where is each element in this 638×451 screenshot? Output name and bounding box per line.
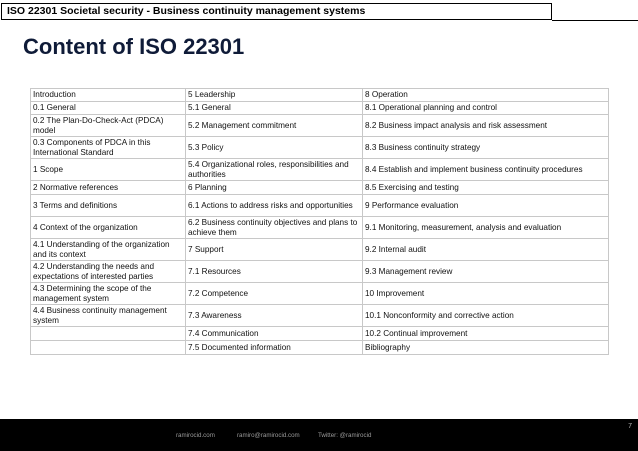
table-row: [31, 89, 609, 102]
table-cell: 1 Scope: [31, 159, 186, 181]
table-cell: 7.4 Communication: [186, 327, 363, 341]
table-cell: [31, 341, 186, 355]
table-cell: 10 Improvement: [363, 283, 609, 305]
table-cell: 6.1 Actions to address risks and opportunities: [186, 195, 363, 217]
table-cell: 0.1 General: [31, 102, 186, 115]
slide-title: Content of ISO 22301: [23, 34, 245, 59]
table-cell: 0.3 Components of PDCA in this International Standard: [31, 137, 186, 159]
footer-website: ramirocid.com: [176, 432, 215, 439]
table-cell: 8.1 Operational planning and control: [363, 102, 609, 115]
footer-twitter: Twitter: @ramirocid: [318, 432, 372, 439]
footer-bar: [0, 419, 638, 451]
table-cell: 7.1 Resources: [186, 261, 363, 283]
table-cell: 8 Operation: [363, 89, 609, 102]
table-cell: 10.1 Nonconformity and corrective action: [363, 305, 609, 327]
table-cell: 8.2 Business impact analysis and risk assessment: [363, 115, 609, 137]
table-cell: 5 Leadership: [186, 89, 363, 102]
table-cell: 4.2 Understanding the needs and expectations of interested parties: [31, 261, 186, 283]
header-bar: [1, 3, 552, 20]
table-cell: 7 Support: [186, 239, 363, 261]
table-cell: 2 Normative references: [31, 181, 186, 195]
table-cell: 6.2 Business continuity objectives and plans to achieve them: [186, 217, 363, 239]
table-cell: 9.2 Internal audit: [363, 239, 609, 261]
table-cell: 9 Performance evaluation: [363, 195, 609, 217]
table-cell: 3 Terms and definitions: [31, 195, 186, 217]
table-row: [31, 217, 609, 239]
table-row: [31, 102, 609, 115]
table-cell: 10.2 Continual improvement: [363, 327, 609, 341]
table-cell: 6 Planning: [186, 181, 363, 195]
table-cell: 5.3 Policy: [186, 137, 363, 159]
table-row: [31, 327, 609, 341]
table-row: [31, 181, 609, 195]
table-cell: 7.2 Competence: [186, 283, 363, 305]
table-cell: 4.1 Understanding of the organization and its context: [31, 239, 186, 261]
table-cell: 7.5 Documented information: [186, 341, 363, 355]
table-cell: 0.2 The Plan-Do-Check-Act (PDCA) model: [31, 115, 186, 137]
table-cell: 4 Context of the organization: [31, 217, 186, 239]
table-cell: 8.4 Establish and implement business continuity procedures: [363, 159, 609, 181]
table-row: [31, 239, 609, 261]
header-divider: [552, 20, 638, 21]
table-cell: 5.1 General: [186, 102, 363, 115]
table-cell: 4.4 Business continuity management system: [31, 305, 186, 327]
table-row: [31, 261, 609, 283]
table-row: [31, 195, 609, 217]
table-cell: 8.5 Exercising and testing: [363, 181, 609, 195]
header-title: ISO 22301 Societal security - Business continuity management systems: [7, 5, 366, 17]
contents-table: [30, 88, 609, 355]
table-row: [31, 159, 609, 181]
footer-email: ramiro@ramirocid.com: [237, 432, 300, 439]
table-row: [31, 305, 609, 327]
page-number: 7: [628, 423, 632, 430]
table-cell: 4.3 Determining the scope of the management system: [31, 283, 186, 305]
table-cell: 9.3 Management review: [363, 261, 609, 283]
table-cell: Bibliography: [363, 341, 609, 355]
table-cell: 5.2 Management commitment: [186, 115, 363, 137]
table-row: [31, 283, 609, 305]
table-cell: 9.1 Monitoring, measurement, analysis and evaluation: [363, 217, 609, 239]
table-cell: 8.3 Business continuity strategy: [363, 137, 609, 159]
table-cell: 7.3 Awareness: [186, 305, 363, 327]
table-row: [31, 137, 609, 159]
table-cell: 5.4 Organizational roles, responsibilities and authorities: [186, 159, 363, 181]
table-cell: [31, 327, 186, 341]
table-row: [31, 115, 609, 137]
table-row: [31, 341, 609, 355]
table-cell: Introduction: [31, 89, 186, 102]
